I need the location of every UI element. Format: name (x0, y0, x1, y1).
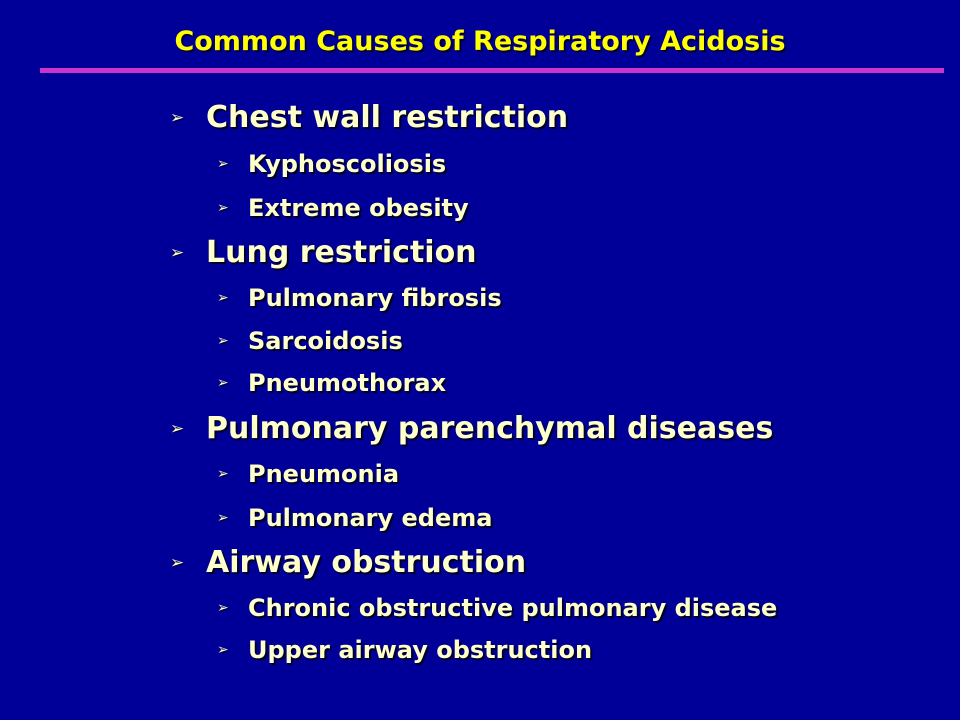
sub-bullet-item (217, 194, 469, 222)
sub-bullet-item (217, 504, 492, 532)
bullet-item (170, 100, 568, 135)
arrow-bullet-icon: ➢ (217, 510, 229, 526)
sub-bullet-item (217, 327, 403, 355)
sub-bullet-item (217, 284, 502, 312)
bullet-label: Airway obstruction (206, 545, 527, 580)
sub-bullet-item (217, 636, 592, 664)
sub-bullet-label: Pneumonia (248, 460, 400, 488)
arrow-bullet-icon: ➢ (170, 552, 185, 573)
bullet-label: Chest wall restriction (206, 100, 569, 135)
sub-bullet-label: Upper airway obstruction (248, 636, 593, 664)
sub-bullet-label: Pulmonary edema (248, 504, 493, 532)
arrow-bullet-icon: ➢ (217, 290, 229, 306)
arrow-bullet-icon: ➢ (217, 466, 229, 482)
arrow-bullet-icon: ➢ (217, 600, 229, 616)
arrow-bullet-icon: ➢ (217, 642, 229, 658)
arrow-bullet-icon: ➢ (170, 107, 185, 128)
bullet-label: Pulmonary parenchymal diseases (206, 411, 774, 446)
sub-bullet-label: Kyphoscoliosis (248, 150, 447, 178)
sub-bullet-item (217, 150, 446, 178)
arrow-bullet-icon: ➢ (217, 200, 229, 216)
sub-bullet-label: Extreme obesity (248, 194, 469, 222)
bullet-label: Lung restriction (206, 235, 477, 270)
bullet-item (170, 545, 526, 580)
bullet-item (170, 411, 773, 446)
sub-bullet-item (217, 460, 399, 488)
sub-bullet-label: Chronic obstructive pulmonary disease (248, 594, 778, 622)
sub-bullet-item (217, 594, 777, 622)
arrow-bullet-icon: ➢ (217, 156, 229, 172)
arrow-bullet-icon: ➢ (217, 333, 229, 349)
sub-bullet-label: Sarcoidosis (248, 327, 403, 355)
sub-bullet-label: Pulmonary fibrosis (248, 284, 502, 312)
arrow-bullet-icon: ➢ (170, 242, 185, 263)
sub-bullet-label: Pneumothorax (248, 369, 447, 397)
arrow-bullet-icon: ➢ (170, 418, 185, 439)
arrow-bullet-icon: ➢ (217, 375, 229, 391)
slide-title: Common Causes of Respiratory Acidosis (174, 26, 786, 57)
bullet-item (170, 235, 477, 270)
sub-bullet-item (217, 369, 446, 397)
